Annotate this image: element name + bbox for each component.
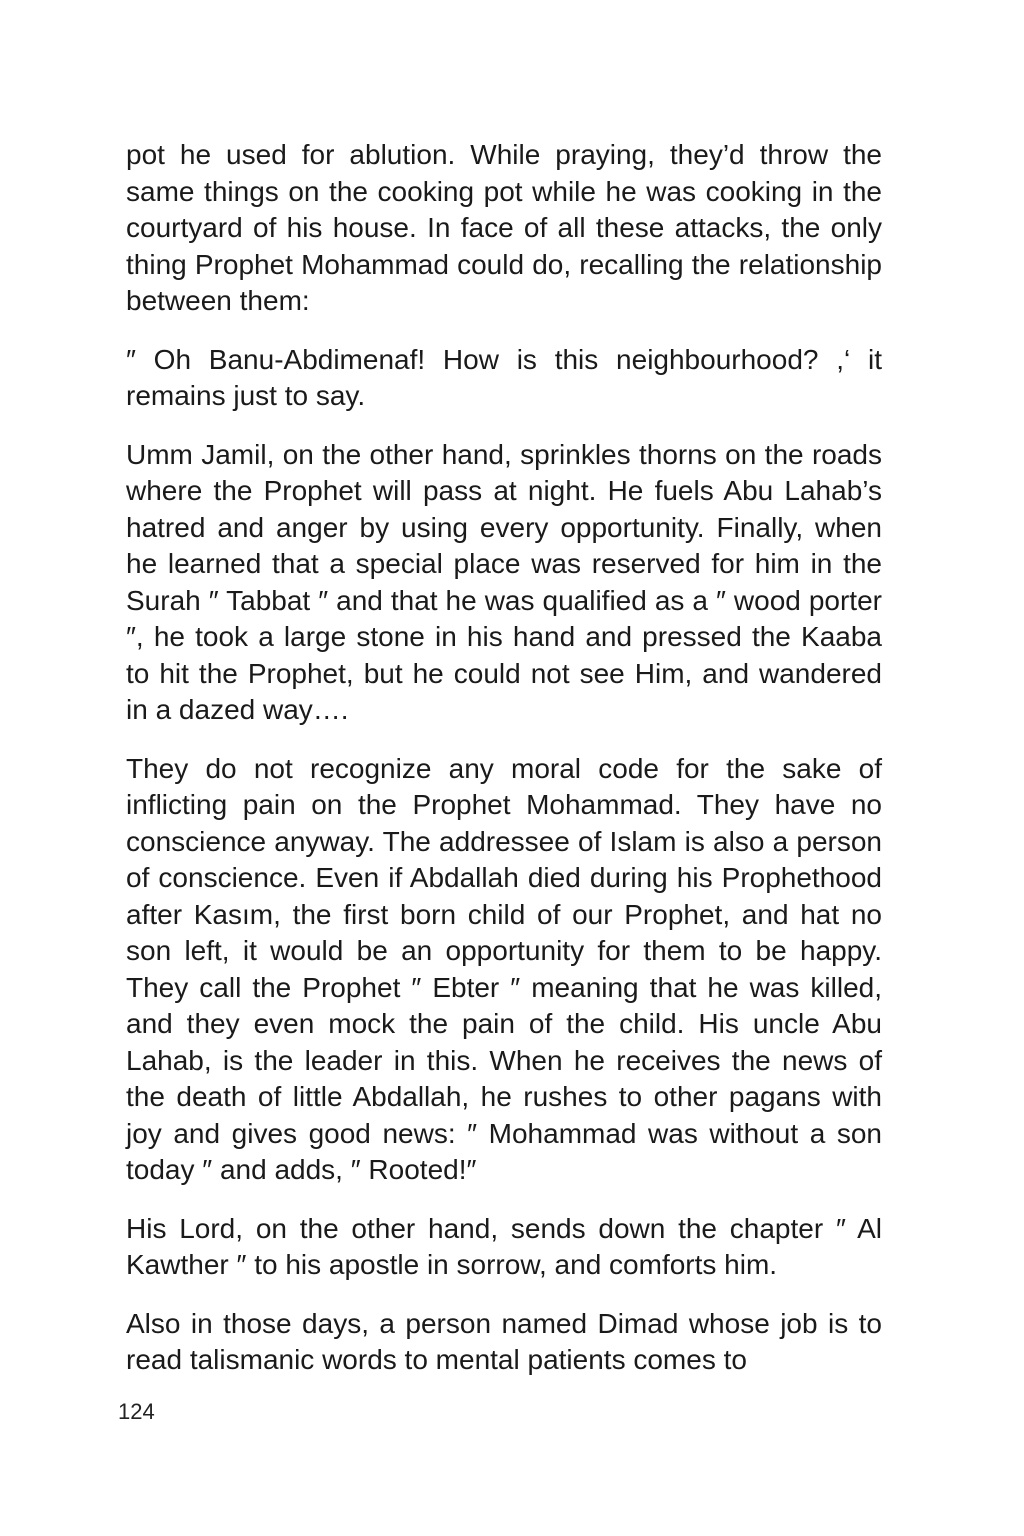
paragraph-1: pot he used for ablution. While praying, they’d throw the same things on the cooking pot while he was cooking in the courtyard of his house. In face of all these attacks, the only thing Prophet Mohammad could do, recalling the relationship between them: (126, 139, 882, 316)
paragraph-2: ″ Oh Banu-Abdimenaf! How is this neighbourhood? ,‘ it remains just to say. (126, 343, 882, 411)
body-text (126, 137, 882, 1401)
paragraph-5: His Lord, on the other hand, sends down the chapter ″ Al Kawther ″ to his apostle in sorrow, and comforts him. (126, 1212, 882, 1280)
paragraph-4: They do not recognize any moral code for the sake of inflicting pain on the Prophet Mohammad. They have no conscience anyway. The addressee of Islam is also a person of conscience. Even if Abdallah died during his Prophethood after Kasım, the first born child of our Prophet, and hat no son left, it would be an opportunity for them to be happy. They call the Prophet ″ Ebter ″ meaning that he was killed, and they even mock the pain of the child. His uncle Abu Lahab, is the leader in this. When he receives the news of the death of little Abdallah, he rushes to other pagans with joy and gives good news: ″ Mohammad was without a son today ″ and adds, ″ Rooted!″ (126, 752, 882, 1185)
page-number: 124 (118, 1399, 155, 1424)
paragraph-3: Umm Jamil, on the other hand, sprinkles thorns on the roads where the Prophet will pass at night. He fuels Abu Lahab’s hatred and anger by using every opportunity. Finally, when he learned that a special place was reserved for him in the Surah ″ Tabbat ″ and that he was qualified as a ″ wood porter ″, he took a large stone in his hand and pressed the Kaaba to hit the Prophet, but he could not see Him, and wandered in a dazed way…. (126, 438, 882, 725)
paragraph-6: Also in those days, a person named Dimad whose job is to read talismanic words to mental patients comes to (126, 1307, 882, 1375)
